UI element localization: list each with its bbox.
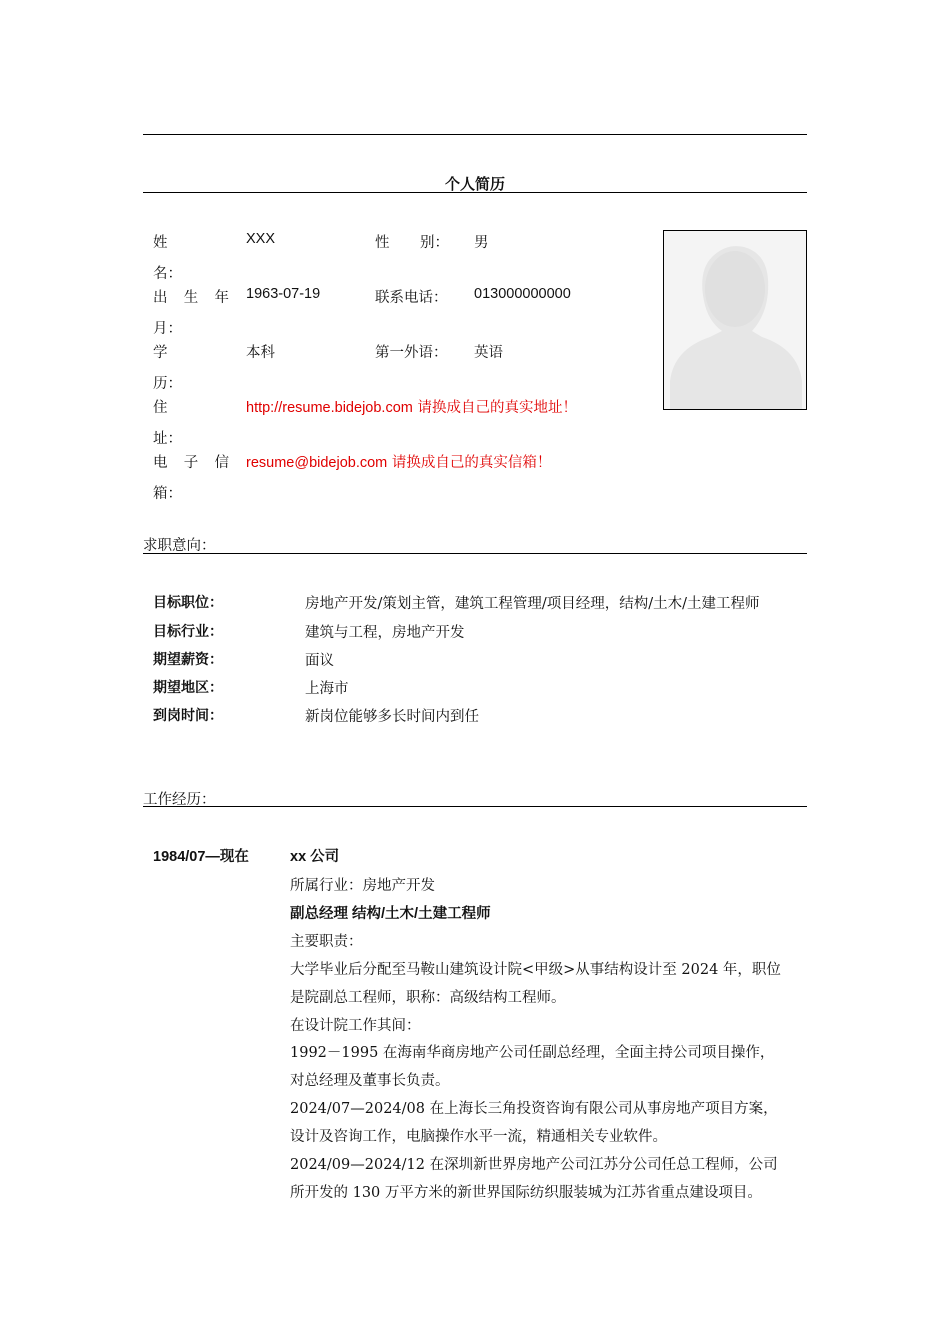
intent-value-industry: 建筑与工程，房地产开发 [305,625,465,641]
email-note: 请换成自己的真实信箱！ [387,455,552,471]
intent-value-position: 房地产开发/策划主管，建筑工程管理/项目经理，结构/土木/土建工程师 [305,596,760,612]
address-url[interactable]: http://resume.bidejob.com [246,400,413,416]
work-position: 副总经理 结构/土木/土建工程师 [290,906,491,922]
name-value: XXX [246,231,276,247]
intent-value-region: 上海市 [305,681,349,697]
address-label: 住 址： [153,400,182,447]
work-line: 设计及咨询工作，电脑操作水平一流，精通相关专业软件。 [290,1129,667,1145]
top-rule [143,134,807,135]
intent-value-start: 新岗位能够多长时间内到任 [305,709,479,725]
email-value[interactable] [246,451,551,472]
work-line: 2024/07—2024/08 在上海长三角投资咨询有限公司从事房地产项目方案， [290,1101,778,1117]
work-period: 1984/07—现在 [153,849,249,865]
name-label: 姓 名： [153,235,182,282]
address-value[interactable] [246,396,577,417]
work-line: 在设计院工作其间： [290,1018,421,1034]
intent-label-position: 目标职位： [153,595,223,611]
intent-label-region: 期望地区： [153,680,223,696]
work-line: 大学毕业后分配至马鞍山建筑设计院<甲级>从事结构设计至 2024 年，职位 [290,962,781,978]
work-rule [143,806,807,807]
work-line: 1992－1995 在海南华商房地产公司任副总经理，全面主持公司项目操作， [290,1045,775,1061]
intent-label-start: 到岗时间： [153,708,223,724]
language-label: 第一外语： [375,345,448,361]
photo-placeholder [663,230,807,410]
address-note: 请换成自己的真实地址！ [412,400,577,416]
phone-label: 联系电话： [375,290,448,306]
gender-label: 性 别： [375,235,449,251]
title-rule [143,192,807,193]
intent-label-salary: 期望薪资： [153,652,223,668]
work-line: 是院副总工程师，职称：高级结构工程师。 [290,990,566,1006]
email-label: 电 子 信 箱： [153,455,229,502]
education-label: 学 历： [153,345,182,392]
work-company: xx 公司 [290,849,340,865]
page-title: 个人简历 [444,175,505,193]
intent-rule [143,553,807,554]
work-line: 所开发的 130 万平方米的新世界国际纺织服装城为江苏省重点建设项目。 [290,1185,762,1201]
email-address[interactable]: resume@bidejob.com [246,455,388,471]
education-value: 本科 [246,345,275,361]
work-line: 对总经理及董事长负责。 [290,1073,450,1089]
intent-label-industry: 目标行业： [153,624,223,640]
work-line: 主要职责： [290,934,363,950]
person-silhouette-icon [664,231,806,409]
intent-heading: 求职意向： [143,538,216,554]
birth-value: 1963-07-19 [246,286,321,302]
work-heading: 工作经历： [143,792,216,808]
gender-value: 男 [474,235,489,251]
language-value: 英语 [474,345,503,361]
birth-label: 出 生 年 月： [153,290,229,337]
work-industry: 所属行业：房地产开发 [290,878,435,894]
phone-value: 013000000000 [474,286,571,302]
intent-value-salary: 面议 [305,653,334,669]
work-line: 2024/09—2024/12 在深圳新世界房地产公司江苏分公司任总工程师，公司 [290,1157,778,1173]
